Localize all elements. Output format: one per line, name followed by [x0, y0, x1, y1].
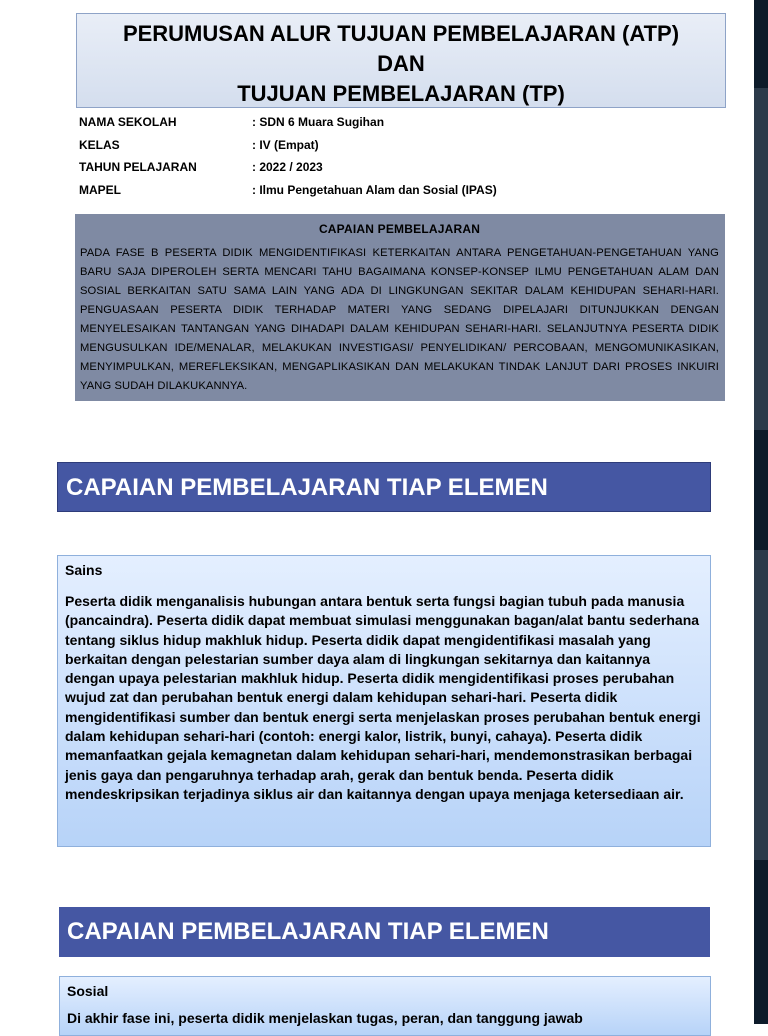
info-value: : SDN 6 Muara Sugihan — [252, 115, 385, 129]
info-label: NAMA SEKOLAH — [79, 115, 177, 129]
info-row-year — [79, 156, 599, 179]
school-info — [79, 111, 599, 201]
info-label: TAHUN PELAJARAN — [79, 160, 197, 174]
element-text: Di akhir fase ini, peserta didik menjelaskan tugas, peran, dan tanggung jawab — [67, 1010, 583, 1026]
element-title: Sosial — [67, 983, 109, 999]
section-banner-sosial: CAPAIAN PEMBELAJARAN TIAP ELEMEN — [59, 907, 710, 957]
title-line-3: TUJUAN PEMBELAJARAN (TP) — [237, 81, 565, 106]
element-box-sosial — [59, 976, 711, 1036]
capaian-pembelajaran-box — [75, 214, 725, 401]
strip-segment — [754, 860, 768, 1024]
info-value: : 2022 / 2023 — [252, 160, 323, 174]
info-row-school — [79, 111, 599, 134]
info-label: KELAS — [79, 137, 120, 152]
element-box-sains — [57, 555, 711, 847]
info-value: : Ilmu Pengetahuan Alam dan Sosial (IPAS) — [252, 182, 497, 197]
right-edge-strip — [754, 0, 768, 1024]
document-title — [76, 13, 726, 108]
title-line-2: DAN — [377, 51, 425, 76]
capaian-title: CAPAIAN PEMBELAJARAN — [318, 222, 481, 236]
element-title: Sains — [65, 562, 103, 578]
capaian-text: PADA FASE B PESERTA DIDIK MENGIDENTIFIKASI KETERKAITAN ANTARA PENGETAHUAN-PENGETAHUAN YANG BARU SAJA DIPEROLEH SERTA MENCARI TAHU BAGAIMANA KONSEP-KONSEP ILMU PENGETAHUAN ALAM DAN SOSIAL BERKAITAN SATU SAMA LAIN YANG ADA DI LINGKUNGAN SEKITAR DALAM KEHIDUPAN SEHARI-HARI. PENGUASAAN PESERTA DIDIK TERHADAP MATERI YANG SEDANG DIPELAJARI DITUNJUKKAN DENGAN MENYELESAIKAN TANTANGAN YANG DIHADAPI DALAM KEHIDUPAN SEHARI-HARI. SELANJUTNYA PESERTA DIDIK MENGUSULKAN IDE/MENALAR, MELAKUKAN INVESTIGASI/ PENYELIDIKAN/ PERCOBAAN, MENGOMUNIKASIKAN, MENYIMPULKAN, MEREFLEKSIKAN, MENGAPLIKASIKAN DAN MELAKUKAN TINDAK LANJUT DARI PROSES INKUIRI YANG SUDAH DILAKUKANNYA. — [80, 247, 719, 392]
info-row-subject — [79, 179, 599, 202]
section-banner-sains: CAPAIAN PEMBELAJARAN TIAP ELEMEN — [57, 462, 711, 512]
info-label: MAPEL — [79, 182, 121, 197]
strip-segment — [754, 0, 768, 88]
element-text: Peserta didik menganalisis hubungan antara bentuk serta fungsi bagian tubuh pada manusia (pancaindra). Peserta didik dapat membuat simulasi menggunakan bagan/alat bantu sederhana tentang siklus hidup makhluk hidup. Peserta didik dapat mengidentifikasi masalah yang berkaitan dengan pelestarian sumber daya alam di lingkungan sekitarnya dan kaitannya dengan upaya pelestarian makhluk hidup. Peserta didik mengidentifikasi proses perubahan wujud zat dan perubahan bentuk energi dalam kehidupan sehari-hari. Peserta didik mengidentifikasi sumber dan bentuk energi serta menjelaskan proses perubahan bentuk energi dalam kehidupan sehari-hari (contoh: energi kalor, listrik, bunyi, cahaya). Peserta didik memanfaatkan gejala kemagnetan dalam kehidupan sehari-hari, mendemonstrasikan berbagai jenis gaya dan pengaruhnya terhadap arah, gerak dan bentuk benda. Peserta didik mendeskripsikan terjadinya siklus air dan kaitannya dengan upaya menjaga ketersediaan air. — [65, 593, 701, 802]
info-row-class — [79, 134, 599, 157]
title-line-1: PERUMUSAN ALUR TUJUAN PEMBELAJARAN (ATP) — [122, 21, 680, 46]
strip-segment — [754, 430, 768, 550]
info-value: : IV (Empat) — [252, 137, 319, 152]
